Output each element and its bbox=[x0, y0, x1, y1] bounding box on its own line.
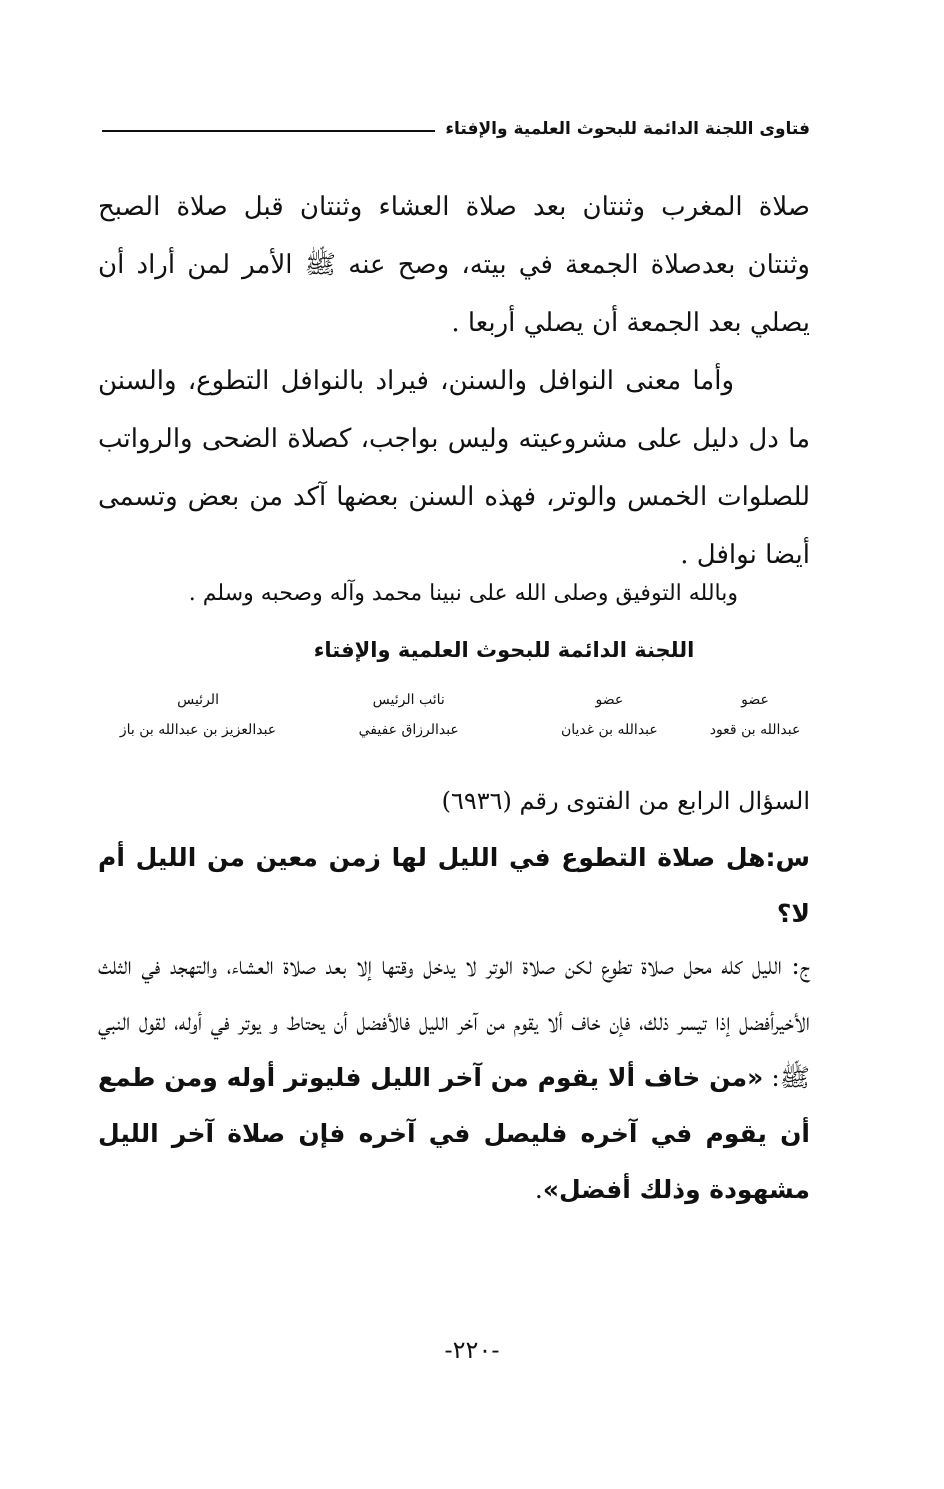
running-header bbox=[102, 112, 810, 146]
signatory bbox=[319, 688, 499, 752]
question-text: س:هل صلاة التطوع في الليل لها زمن معين من الليل أم لا؟ bbox=[98, 843, 810, 928]
paragraph-1: صلاة المغرب وثنتان بعد صلاة العشاء وثنتان قبل صلاة الصبح وثنتان بعدصلاة الجمعة في بيته، وصح عنه ﷺ الأمر لمن أراد أن يصلي بعد الجمعة أن يصلي أربعا . bbox=[98, 192, 810, 338]
closing-line: وبالله التوفيق وصلى الله على نبينا محمد وآله وصحبه وسلم . bbox=[188, 581, 738, 606]
signatory-role: نائب الرئيس bbox=[372, 692, 445, 708]
signatory-name: عبدالله بن غديان bbox=[560, 722, 658, 738]
header-title: فتاوى اللجنة الدائمة للبحوث العلمية والإفتاء bbox=[445, 119, 810, 139]
signatory-name: عبدالعزيز بن عبدالله بن باز bbox=[119, 722, 277, 738]
signatory bbox=[98, 688, 298, 752]
signatory bbox=[539, 688, 679, 752]
answer-text: ج: الليل كله محل صلاة تطوع لكن صلاة الوتر لا يدخل وقتها إلا بعد صلاة العشاء، والتهجد في الثلث الأخيرأفضل إذا تيسر ذلك، فإن خاف ألا يقوم من آخر الليل فالأفضل أن يحتاط و يوتر في أوله، لقول النبي ﷺ: bbox=[98, 951, 810, 1092]
answer-end: . bbox=[534, 1175, 543, 1204]
signatory bbox=[700, 688, 810, 752]
hadith-quote: «من خاف ألا يقوم من آخر الليل فليوتر أوله ومن طمع أن يقوم في آخره فليصل في آخره فإن صلاة آخر الليل مشهودة وذلك أفضل» bbox=[98, 1063, 810, 1204]
signatory-name: عبدالرزاق عفيفي bbox=[358, 722, 459, 738]
committee-name: اللجنة الدائمة للبحوث العلمية والإفتاء bbox=[313, 638, 695, 662]
page-number: -٢٢٠- bbox=[444, 1336, 500, 1364]
signatory-role: عضو bbox=[741, 692, 769, 708]
answer-block bbox=[98, 938, 810, 1218]
signatory-role: الرئيس bbox=[177, 692, 219, 708]
signatories bbox=[98, 688, 810, 752]
paragraph-2: وأما معنى النوافل والسنن، فيراد بالنوافل التطوع، والسنن ما دل دليل على مشروعيته وليس بواجب، كصلاة الضحى والرواتب للصلوات الخمس والوتر، فهذه السنن بعضها آكد من بعض وتسمى أيضا نوافل . bbox=[98, 366, 810, 570]
signatory-role: عضو bbox=[595, 692, 624, 708]
header-rule bbox=[102, 130, 435, 132]
question-reference: السؤال الرابع من الفتوى رقم (٦٩٣٦) bbox=[441, 787, 810, 815]
signatory-name: عبدالله بن قعود bbox=[709, 722, 801, 738]
